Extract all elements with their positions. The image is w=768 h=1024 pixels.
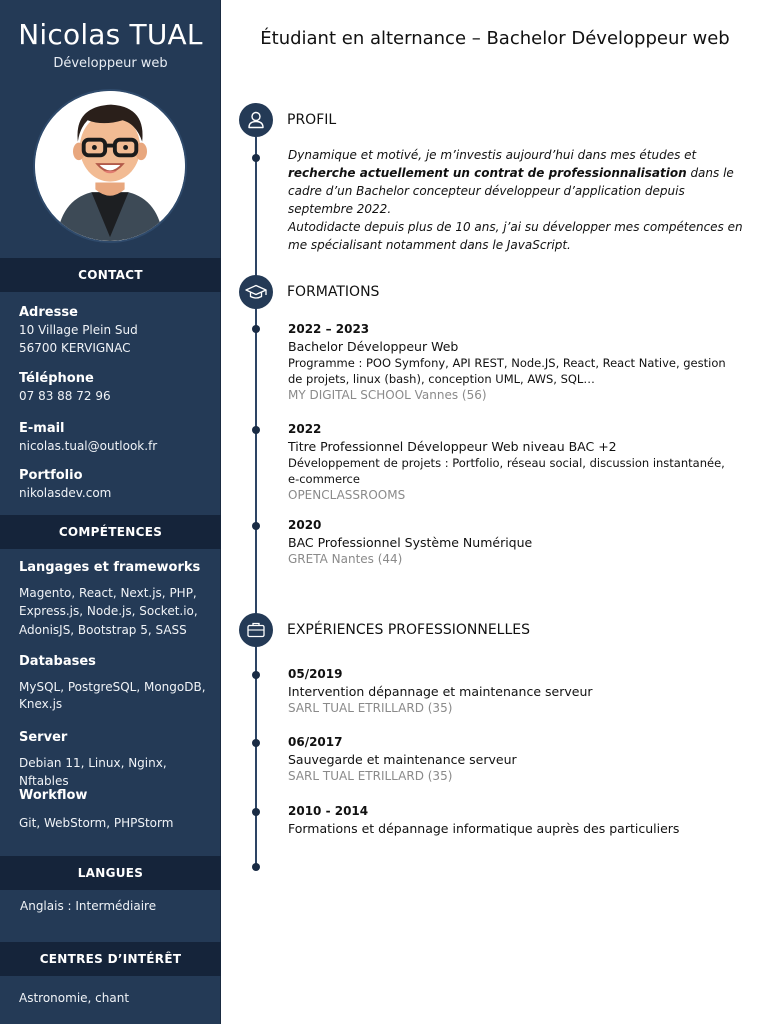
person-icon	[239, 103, 273, 137]
entry-organization: MY DIGITAL SCHOOL Vannes (56)	[288, 388, 487, 402]
profile-title: PROFIL	[287, 112, 337, 128]
timeline-dot	[252, 739, 260, 747]
entry-organization: OPENCLASSROOMS	[288, 488, 406, 502]
skill-group-label: Workflow	[19, 788, 88, 803]
profile-text-end: dans le cadre d’un Bachelor concepteur développeur d’application depuis septembre 2022.	[288, 166, 734, 216]
timeline-dot	[252, 522, 260, 530]
interests-heading: CENTRES D’INTÉRÊT	[0, 942, 221, 976]
briefcase-icon	[239, 613, 273, 647]
timeline-dot	[252, 808, 260, 816]
languages-value: Anglais : Intermédiaire	[20, 899, 157, 913]
timeline-dot	[252, 325, 260, 333]
entry-organization: SARL TUAL ETRILLARD (35)	[288, 701, 453, 715]
portfolio-label: Portfolio	[19, 468, 83, 483]
skill-group-label: Databases	[19, 654, 96, 669]
entry-date: 2022	[288, 422, 322, 436]
formation-entry	[288, 517, 738, 568]
formation-entry	[288, 321, 738, 404]
timeline-end-dot	[252, 863, 260, 871]
skill-line: MySQL, PostgreSQL, MongoDB,	[19, 680, 206, 694]
timeline-line	[255, 137, 257, 870]
formation-entry	[288, 421, 738, 504]
languages-heading: LANGUES	[0, 856, 221, 890]
entry-title: BAC Professionnel Système Numérique	[288, 535, 533, 550]
experience-entry	[288, 734, 738, 785]
email-value: nicolas.tual@outlook.fr	[19, 439, 158, 453]
phone-value: 07 83 88 72 96	[19, 389, 111, 403]
address-label: Adresse	[19, 305, 78, 320]
skill-group-label: Langages et frameworks	[19, 560, 201, 575]
candidate-job: Développeur web	[53, 56, 168, 71]
skill-line: Express.js, Node.js, Socket.io,	[19, 604, 198, 618]
page-headline: Étudiant en alternance – Bachelor Développeur web	[260, 28, 730, 49]
entry-title: Bachelor Développeur Web	[288, 339, 459, 354]
candidate-name: Nicolas TUAL	[18, 18, 203, 51]
experience-entry	[288, 666, 738, 717]
profile-text-highlight: recherche actuellement un contrat de professionnalisation	[288, 166, 687, 180]
entry-date: 2020	[288, 518, 322, 532]
entry-description: Programme : POO Symfony, API REST, Node.JS, React, React Native, gestion de projets, linux (bash), conception UML, AWS, SQL…	[288, 356, 726, 386]
entry-date: 2022 – 2023	[288, 322, 370, 336]
entry-date: 05/2019	[288, 667, 343, 681]
entry-description: Développement de projets : Portfolio, réseau social, discussion instantanée, e-commerce	[288, 456, 725, 486]
entry-organization: SARL TUAL ETRILLARD (35)	[288, 769, 453, 783]
avatar	[33, 89, 187, 243]
profile-text	[288, 146, 743, 254]
skill-group-label: Server	[19, 730, 68, 745]
skill-line: Knex.js	[19, 697, 63, 711]
timeline-dot	[252, 154, 260, 162]
entry-title: Sauvegarde et maintenance serveur	[288, 752, 517, 767]
timeline-dot	[252, 671, 260, 679]
timeline-dot	[252, 426, 260, 434]
skill-line: AdonisJS, Bootstrap 5, SASS	[19, 623, 187, 637]
skills-heading: COMPÉTENCES	[0, 515, 221, 549]
sidebar	[0, 0, 221, 1024]
experiences-title: EXPÉRIENCES PROFESSIONNELLES	[287, 622, 530, 638]
graduation-cap-icon	[239, 275, 273, 309]
portfolio-value: nikolasdev.com	[19, 486, 112, 500]
address-line-2: 56700 KERVIGNAC	[19, 341, 131, 355]
skill-line: Git, WebStorm, PHPStorm	[19, 816, 174, 830]
experience-entry	[288, 803, 738, 837]
avatar-illustration	[35, 91, 185, 241]
interests-value: Astronomie, chant	[19, 991, 130, 1005]
entry-title: Titre Professionnel Développeur Web niveau BAC +2	[288, 439, 617, 454]
skill-line: Debian 11, Linux, Nginx, Nftables	[19, 756, 167, 788]
skill-line: Magento, React, Next.js, PHP,	[19, 586, 197, 600]
address-line-1: 10 Village Plein Sud	[19, 323, 138, 337]
contact-heading: CONTACT	[0, 258, 221, 292]
entry-date: 06/2017	[288, 735, 343, 749]
phone-label: Téléphone	[19, 371, 94, 386]
email-label: E-mail	[19, 421, 65, 436]
profile-text-second: Autodidacte depuis plus de 10 ans, j’ai su développer mes compétences en me spécialisant notamment dans le JavaScript.	[288, 220, 743, 252]
profile-text-start: Dynamique et motivé, je m’investis aujourd’hui dans mes études et	[288, 148, 697, 162]
formations-title: FORMATIONS	[287, 284, 380, 300]
entry-title: Formations et dépannage informatique auprès des particuliers	[288, 821, 680, 836]
entry-date: 2010 - 2014	[288, 804, 369, 818]
entry-organization: GRETA Nantes (44)	[288, 552, 403, 566]
entry-title: Intervention dépannage et maintenance serveur	[288, 684, 593, 699]
